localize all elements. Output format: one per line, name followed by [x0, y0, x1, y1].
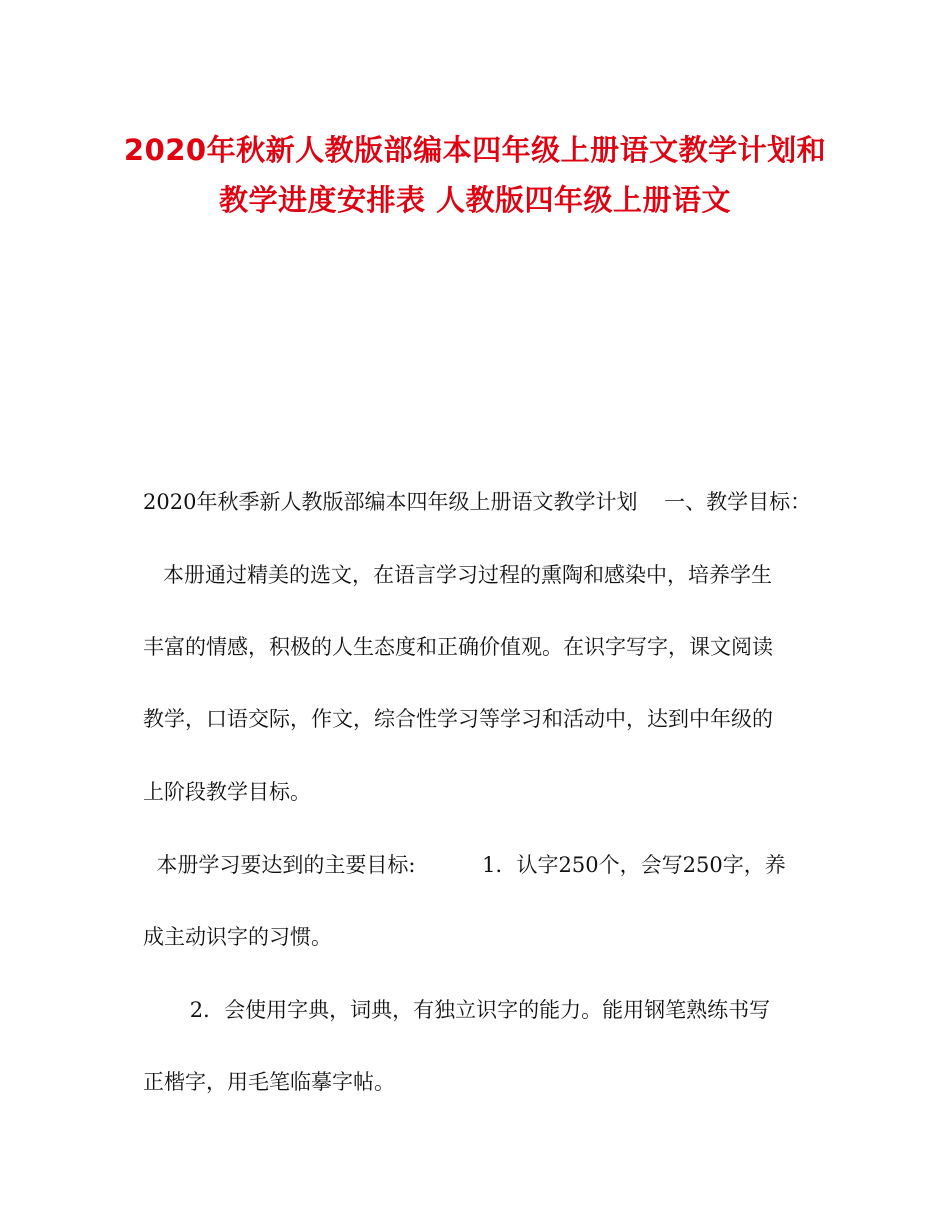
body-line-8: 2．会使用字典，词典，有独立识字的能力。能用钢笔熟练书写	[143, 998, 771, 1022]
body-line-4: 教学，口语交际，作文，综合性学习等学习和活动中，达到中年级的	[143, 707, 773, 731]
body-line-3: 丰富的情感，积极的人生态度和正确价值观。在识字写字，课文阅读	[143, 635, 773, 659]
document-title-line-1: 2020年秋新人教版部编本四年级上册语文教学计划和	[123, 133, 827, 167]
body-line-1: 2020年秋季新人教版部编本四年级上册语文教学计划 一、教学目标：	[143, 490, 812, 514]
body-line-9: 正楷字，用毛笔临摹字帖。	[143, 1070, 395, 1094]
body-line-7: 成主动识字的习惯。	[143, 925, 332, 949]
document-title-line-2: 教学进度安排表 人教版四年级上册语文	[218, 183, 732, 217]
body-line-6: 本册学习要达到的主要目标: 1．认字250个，会写250字，养	[143, 853, 786, 877]
body-line-2: 本册通过精美的选文，在语言学习过程的熏陶和感染中，培养学生	[143, 563, 773, 587]
body-line-5: 上阶段教学目标。	[143, 780, 311, 804]
